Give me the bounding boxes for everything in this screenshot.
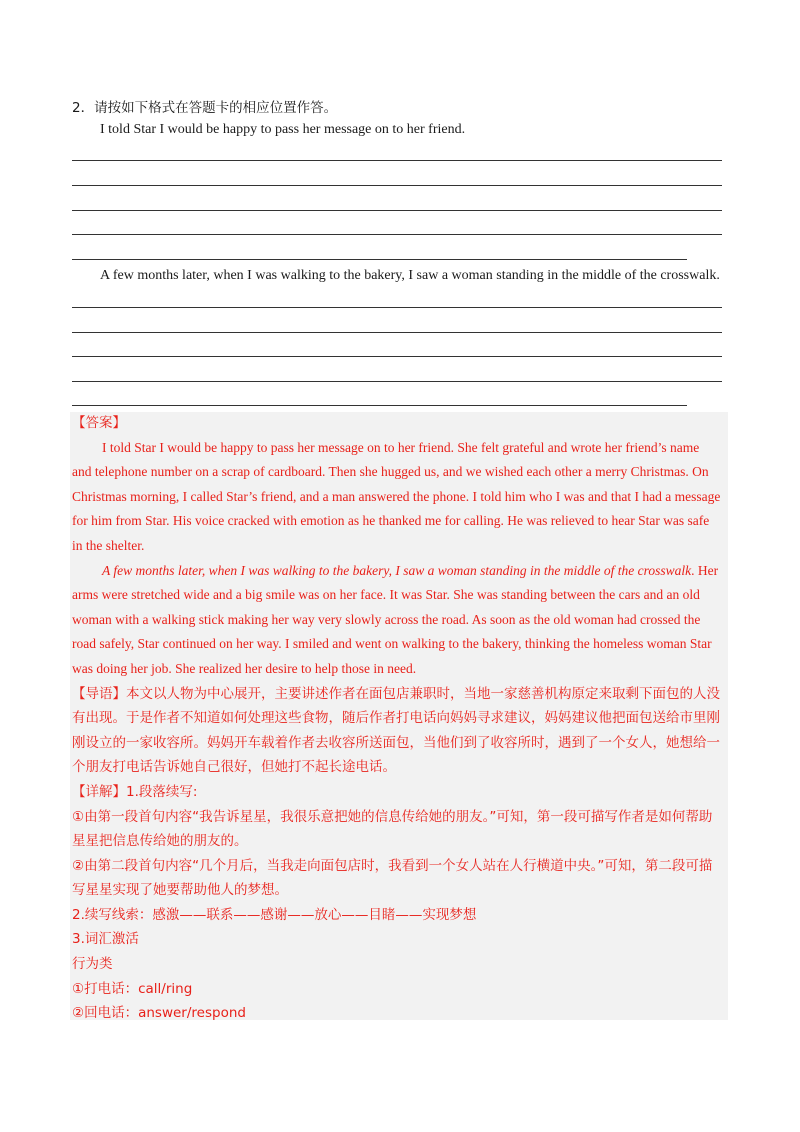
prompt-paragraph-2: A few months later, when I was walking to the bakery, I saw a woman standing in the middle of the crosswalk. <box>100 268 720 283</box>
writing-line <box>72 356 722 357</box>
writing-line <box>72 332 722 333</box>
detail-item-1: 1.段落续写: <box>126 783 198 800</box>
prompt-paragraph-1: I told Star I would be happy to pass her message on to her friend. <box>100 122 466 137</box>
guide-text: 本文以人物为中心展开，主要讲述作者在面包店兼职时，当地一家慈善机构原定来取剩下面包的人没有出现。于是作者不知道如何处理这些食物，随后作者打电话向妈妈寻求建议，妈妈建议他把面包送给市里刚刚设立的一家收容所。妈妈开车载着作者去收容所送面包，当他们到了收容所时，遇到了一个女人，她想给一个朋友打电话告诉她自己很好，但她打不起长途电话。 <box>72 685 720 776</box>
writing-line <box>72 405 687 406</box>
detail-heading <box>72 780 722 805</box>
detail-point-1: ①由第一段首句内容“我告诉星星，我很乐意把她的信息传给她的朋友。”可知，第一段可描写作者是如何帮助星星把信息传给她的朋友的。 <box>72 808 713 850</box>
writing-line <box>72 210 722 211</box>
detail-item-2: 2.续写线索：感激——联系——感谢——放心——目睹——实现梦想 <box>72 906 477 923</box>
writing-line <box>72 259 687 260</box>
answer-section <box>72 411 722 1026</box>
answer-paragraph-1: I told Star I would be happy to pass her message on to her friend. She felt grateful and wrote her friend’s name and telephone number on a scrap of cardboard. Then she hugged us, and we wished each other a merry Christmas. On Christmas morning, I called Star’s friend, and a man answered the phone. I told him who I was and that I had a message for him from Star. His voice cracked with emotion as he thanked me for calling. He was relieved to hear Star was safe in the shelter. <box>72 439 721 553</box>
writing-line <box>72 185 722 186</box>
answer-paragraph-2-rest: . Her arms were stretched wide and a big smile was on her face. It was Star. She was standing between the cars and an old woman with a walking stick making her way very slowly across the road. As soon as the old woman had crossed the road safely, Star continued on her way. I smiled and went on walking to the bakery, thinking the homeless woman Star was doing her job. She realized her desire to help those in need. <box>72 562 719 676</box>
writing-line <box>72 381 722 382</box>
writing-line <box>72 234 722 235</box>
answer-label: 【答案】 <box>72 415 126 431</box>
vocab-item-2: ②回电话：answer/respond <box>72 1005 246 1022</box>
detail-point-2: ②由第二段首句内容“几个月后，当我走向面包店时，我看到一个女人站在人行横道中央。”可知，第二段可描写星星实现了她要帮助他人的梦想。 <box>72 857 713 899</box>
vocab-item-1: ①打电话：call/ring <box>72 980 193 997</box>
writing-line <box>72 307 722 308</box>
detail-item-3: 3.词汇激活 <box>72 931 139 948</box>
writing-line <box>72 160 722 161</box>
answer-paragraph-2-lead: A few months later, when I was walking to the bakery, I saw a woman standing in the middle of the crosswalk <box>102 562 692 578</box>
question-title: 2．请按如下格式在答题卡的相应位置作答。 <box>72 100 338 116</box>
detail-label: 【详解】 <box>72 783 126 800</box>
guide-paragraph <box>72 682 722 780</box>
vocab-category: 行为类 <box>72 956 113 973</box>
answer-paragraph-2 <box>72 559 722 682</box>
guide-label: 【导语】 <box>72 685 126 702</box>
